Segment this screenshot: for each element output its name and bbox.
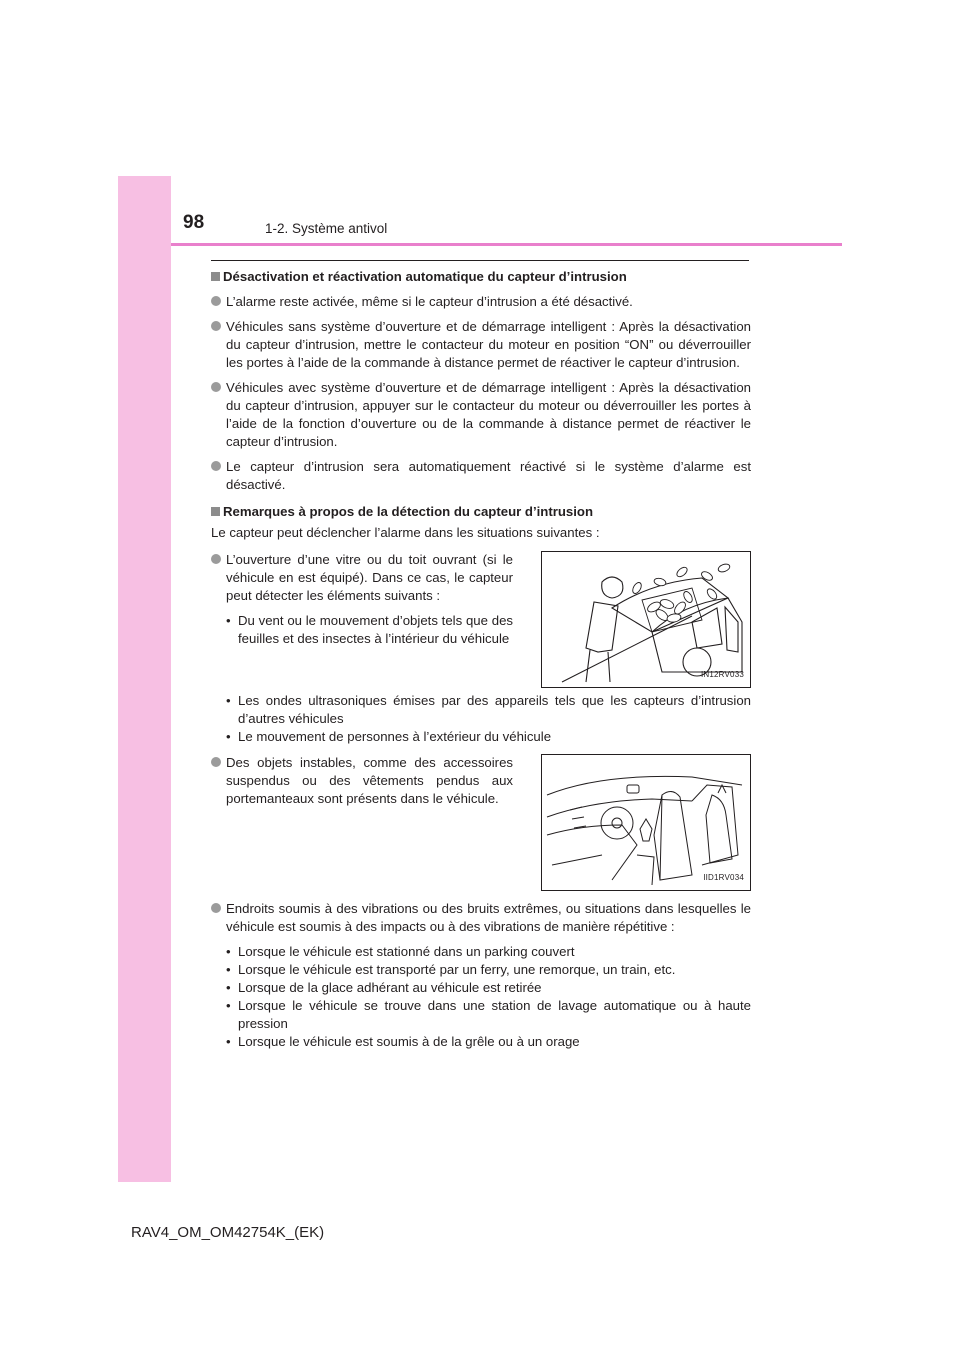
sub-list-item: • Le mouvement de personnes à l’extérieur du véhicule: [226, 729, 552, 744]
bullet-dot-icon: [211, 554, 221, 564]
header-rule: [171, 243, 842, 246]
figure-code: IN12RV033: [700, 670, 744, 679]
bullet-dot-icon: [211, 382, 221, 392]
figure-vehicle-interior: [541, 754, 751, 891]
footer-document-code: RAV4_OM_OM42754K_(EK): [131, 1224, 325, 1241]
list-item: Véhicules sans système d’ouverture et de démarrage intelligent : Après la désactivation du capteur d’intrusion, mettre le contacteur du moteur en position “ON” ou déverrouiller les portes à l’aide de la commande à distance permet de réactiver le capteur d’intrusion.: [211, 318, 751, 372]
chapter-tab-sidebar: [118, 176, 171, 1182]
sub-list-item: • Lorsque le véhicule est soumis à de la grêle ou à un orage: [226, 1034, 580, 1049]
sub-list-item: • Lorsque le véhicule est stationné dans un parking couvert: [226, 944, 575, 959]
section-heading-deactivation: Désactivation et réactivation automatique du capteur d’intrusion: [211, 268, 751, 286]
figure-code: IID1RV034: [703, 873, 744, 882]
bullet-dot-icon: [211, 296, 221, 306]
list-item: Véhicules avec système d’ouverture et de démarrage intelligent : Après la désactivation du capteur d’intrusion, appuyer sur le contacteur du moteur ou déverrouiller les portes à l’aide de la fonction d’ouverture ou de la commande à distance permet de réactiver le capteur d’intrusion.: [211, 379, 751, 451]
list-item: L’alarme reste activée, même si le capteur d’intrusion a été désactivé.: [211, 293, 751, 311]
list-item: L’ouverture d’une vitre ou du toit ouvrant (si le véhicule en est équipé). Dans ce cas, le capteur peut détecter les éléments suivants :: [211, 551, 513, 605]
intro-text: Le capteur peut déclencher l’alarme dans les situations suivantes :: [211, 525, 600, 540]
list-item: Des objets instables, comme des accessoires suspendus ou des vêtements pendus aux portemanteaux sont présents dans le véhicule.: [211, 754, 513, 808]
figure-open-sunroof: [541, 551, 751, 688]
sub-list-item: • Lorsque le véhicule est transporté par un ferry, une remorque, un train, etc.: [226, 962, 676, 977]
page-number: 98: [183, 212, 205, 233]
section-heading-detection-notes: Remarques à propos de la détection du capteur d’intrusion: [211, 503, 751, 521]
section-title: 1-2. Système antivol: [265, 221, 388, 236]
bullet-dot-icon: [211, 321, 221, 331]
sub-list-item: • Lorsque de la glace adhérant au véhicule est retirée: [226, 980, 542, 995]
bullet-dot-icon: [211, 757, 221, 767]
list-item: Le capteur d’intrusion sera automatiquement réactivé si le système d’alarme est désactivé.: [211, 458, 751, 494]
sub-list-item: • Les ondes ultrasoniques émises par des appareils tels que les capteurs d’intrusion d’autres véhicules: [226, 693, 751, 726]
sub-list-item: • Lorsque le véhicule se trouve dans une station de lavage automatique ou à haute pression: [226, 998, 751, 1031]
figure-row-window: [211, 551, 751, 688]
figure-row-hanging-objects: [211, 754, 751, 891]
page-content: [211, 262, 751, 1051]
bullet-dot-icon: [211, 461, 221, 471]
list-item: Endroits soumis à des vibrations ou des bruits extrêmes, ou situations dans lesquelles le véhicule est soumis à des impacts ou à des vibrations de manière répétitive :: [211, 900, 751, 936]
sub-list-item: • Du vent ou le mouvement d’objets tels que des feuilles et des insectes à l’intérieur du véhicule: [226, 613, 513, 646]
bullet-dot-icon: [211, 903, 221, 913]
content-rule: [211, 260, 749, 261]
